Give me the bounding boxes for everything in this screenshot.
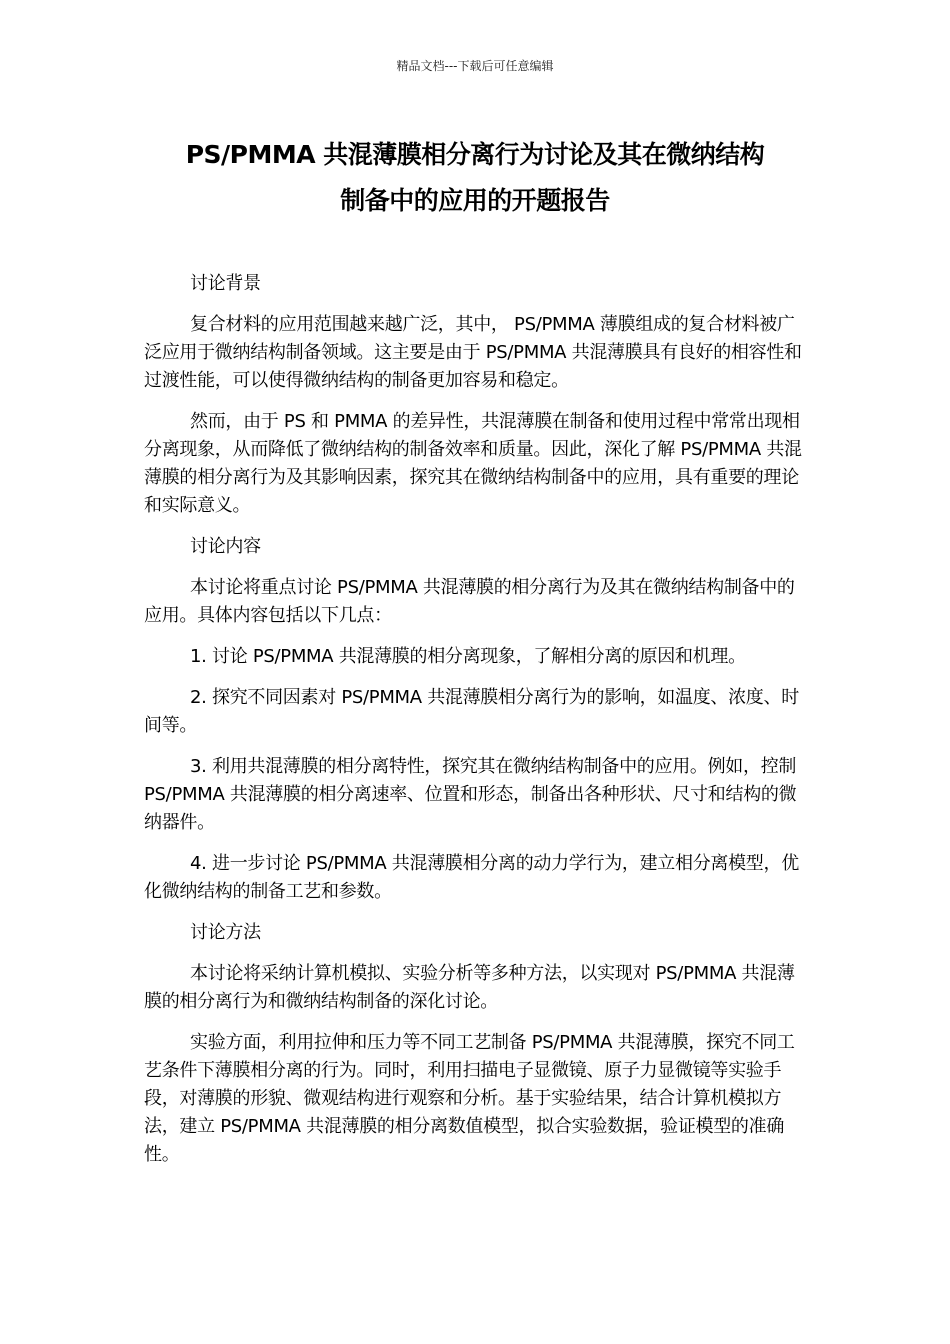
list-item-content-4: 4. 进一步讨论 PS/PMMA 共混薄膜相分离的动力学行为，建立相分离模型，优化微纳结构的制备工艺和参数。 xyxy=(144,853,799,902)
paragraph-background-2: 然而，由于 PS 和 PMMA 的差异性，共混薄膜在制备和使用过程中常常出现相分离现象，从而降低了微纳结构的制备效率和质量。因此，深化了解 PS/PMMA 共混薄膜的相分离行为及其影响因素，探究其在微纳结构制备中的应用，具有重要的理论和实际意义。 xyxy=(144,411,802,516)
page-header-note: 精品文档---下载后可任意编辑 xyxy=(396,59,554,73)
title-line-2: 制备中的应用的开题报告 xyxy=(340,186,610,215)
paragraph-method-1: 本讨论将采纳计算机模拟、实验分析等多种方法，以实现对 PS/PMMA 共混薄膜的相分离行为和微纳结构制备的深化讨论。 xyxy=(144,963,795,1012)
section-heading-content: 讨论内容 xyxy=(190,536,261,557)
paragraph-content-intro: 本讨论将重点讨论 PS/PMMA 共混薄膜的相分离行为及其在微纳结构制备中的应用。具体内容包括以下几点： xyxy=(144,577,795,626)
document-body xyxy=(144,270,808,1182)
paragraph-background-1: 复合材料的应用范围越来越广泛，其中， PS/PMMA 薄膜组成的复合材料被广泛应用于微纳结构制备领域。这主要是由于 PS/PMMA 共混薄膜具有良好的相容性和过渡性能，可以使得微纳结构的制备更加容易和稳定。 xyxy=(144,314,802,391)
section-heading-method: 讨论方法 xyxy=(190,922,261,943)
title-line-1: PS/PMMA 共混薄膜相分离行为讨论及其在微纳结构 xyxy=(185,140,765,169)
list-item-content-1: 1. 讨论 PS/PMMA 共混薄膜的相分离现象，了解相分离的原因和机理。 xyxy=(190,646,746,667)
section-heading-background: 讨论背景 xyxy=(190,273,261,294)
document-title xyxy=(100,132,850,224)
list-item-content-3: 3. 利用共混薄膜的相分离特性，探究其在微纳结构制备中的应用。例如，控制 PS/PMMA 共混薄膜的相分离速率、位置和形态，制备出各种形状、尺寸和结构的微纳器件。 xyxy=(144,756,797,833)
paragraph-method-2: 实验方面，利用拉伸和压力等不同工艺制备 PS/PMMA 共混薄膜，探究不同工艺条件下薄膜相分离的行为。同时，利用扫描电子显微镜、原子力显微镜等实验手段，对薄膜的形貌、微观结构进行观察和分析。基于实验结果，结合计算机模拟方法，建立 PS/PMMA 共混薄膜的相分离数值模型，拟合实验数据，验证模型的准确性。 xyxy=(144,1032,795,1165)
list-item-content-2: 2. 探究不同因素对 PS/PMMA 共混薄膜相分离行为的影响，如温度、浓度、时间等。 xyxy=(144,687,799,736)
